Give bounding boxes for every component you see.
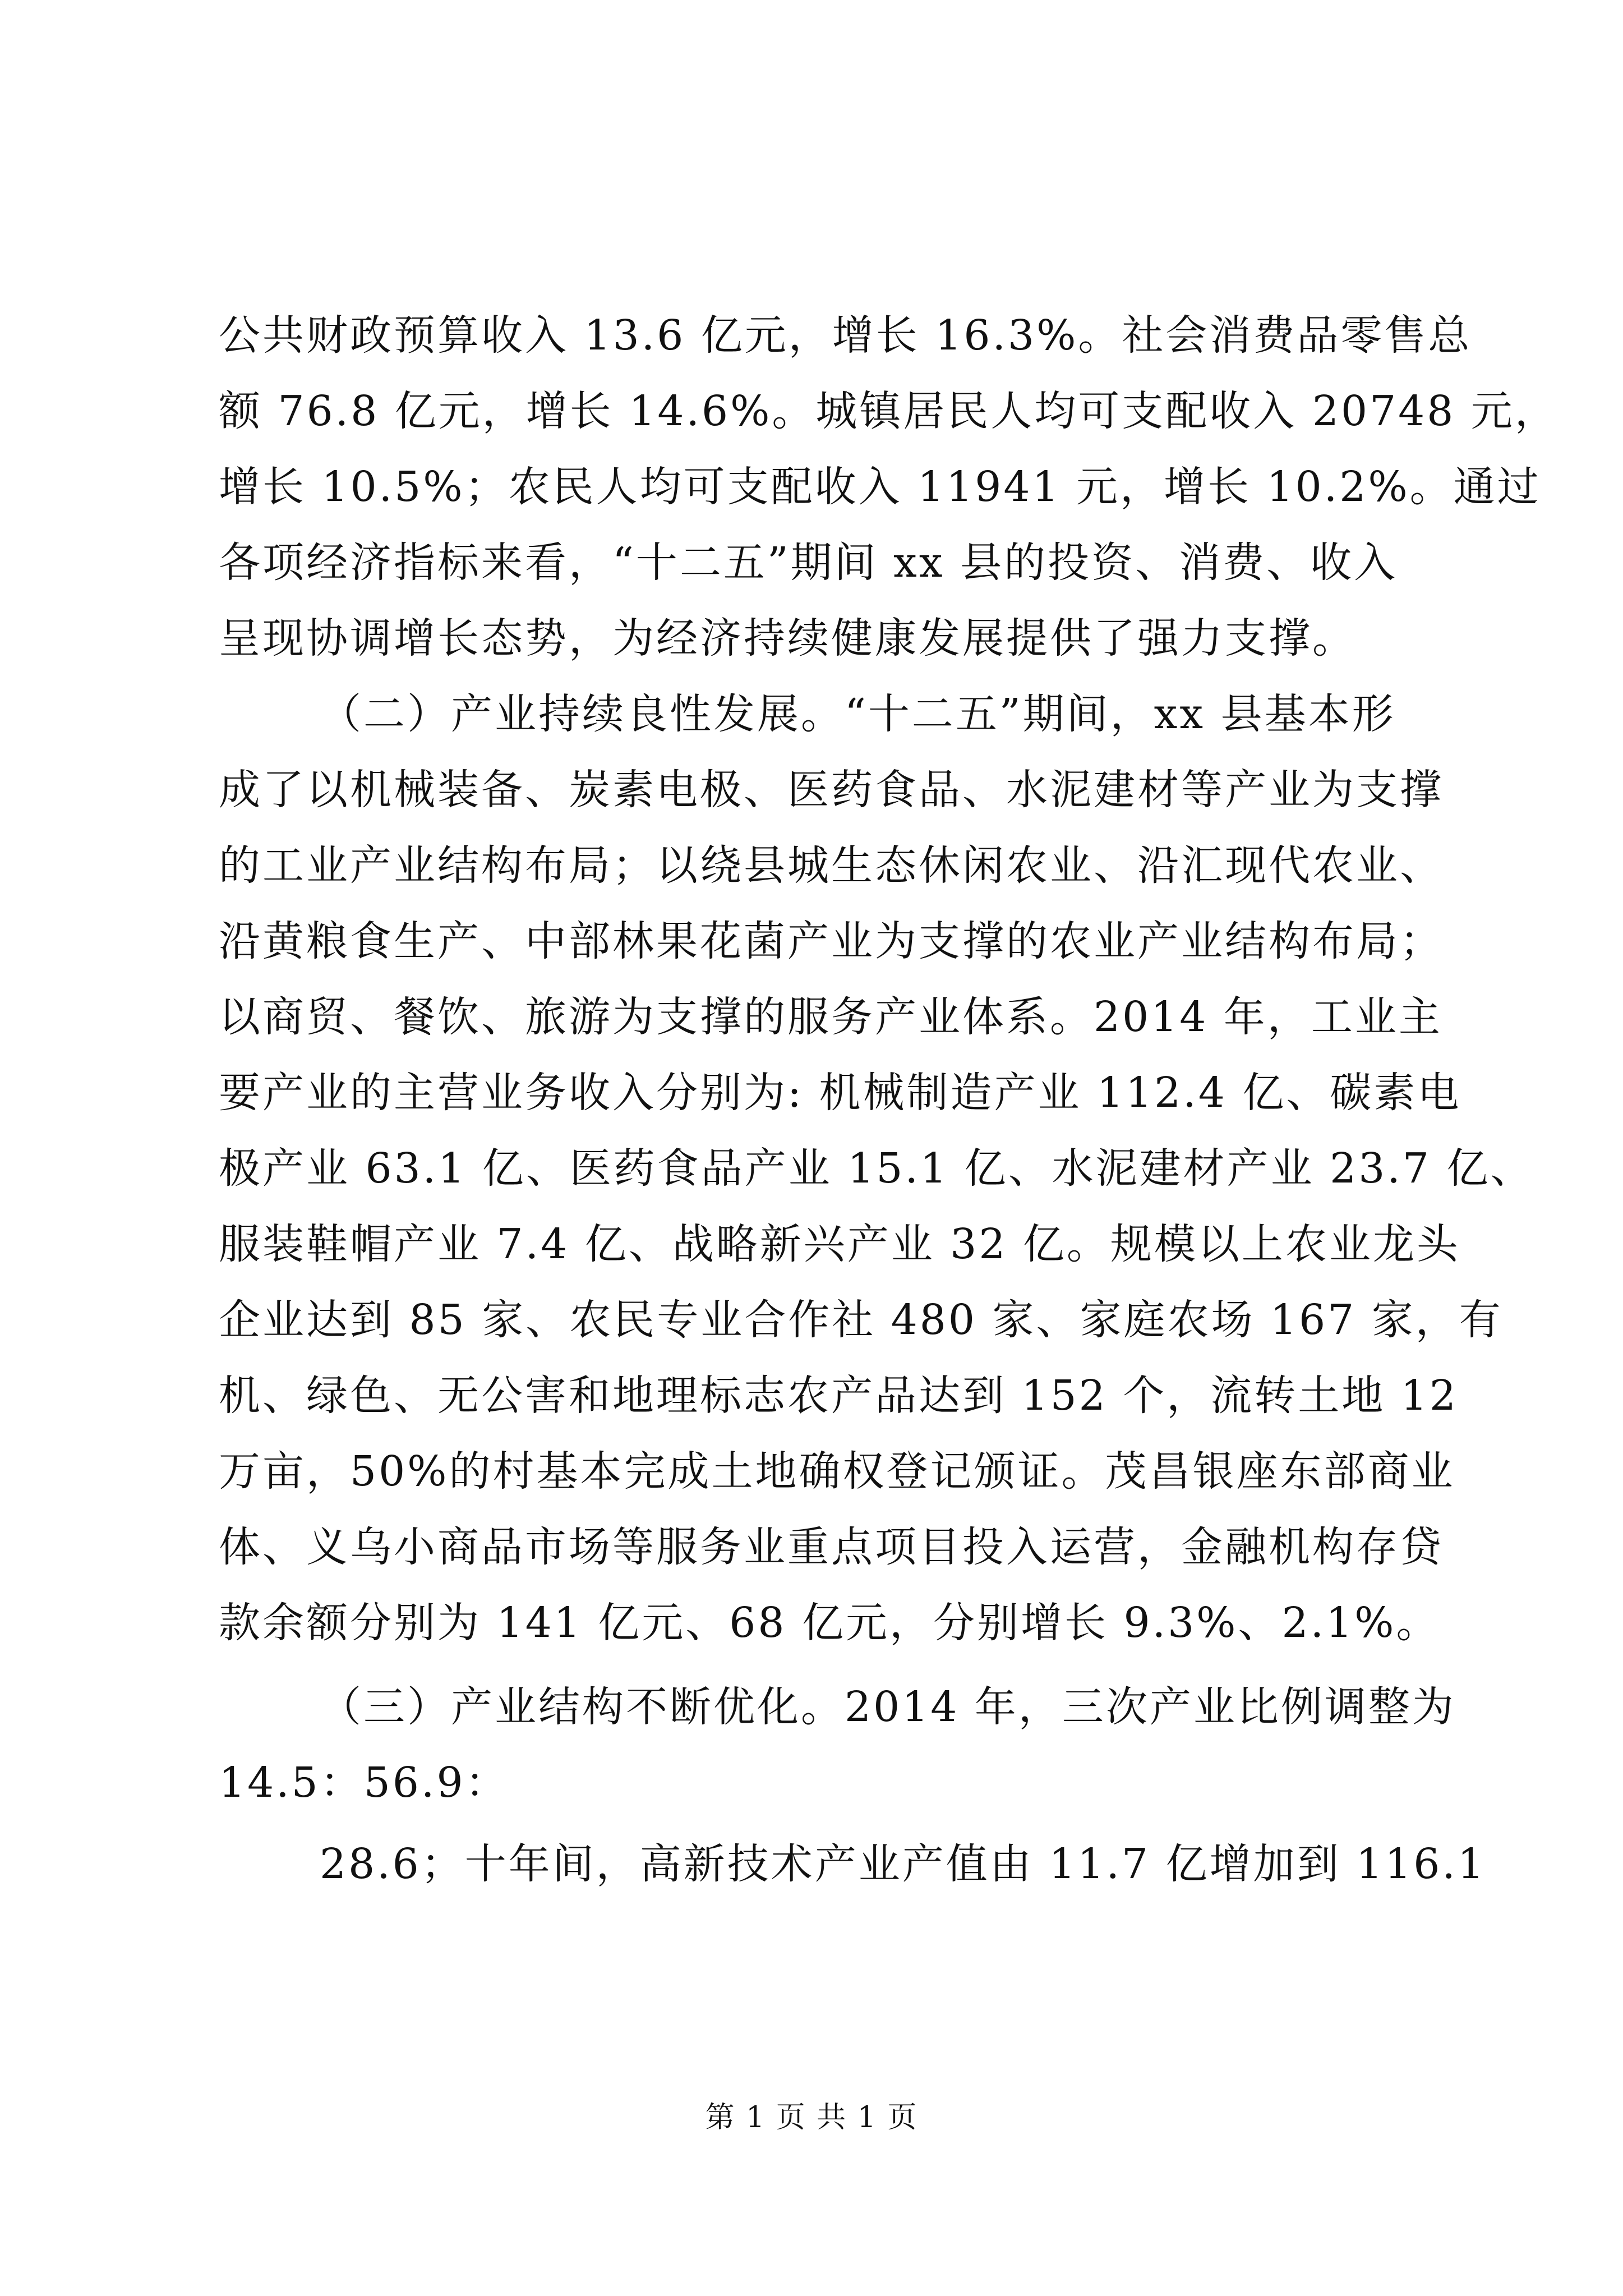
paragraph-line: 28.6；十年间，高新技术产业产值由 11.7 亿增加到 116.1 <box>320 1840 1486 1888</box>
paragraph-line: 机、绿色、无公害和地理标志农产品达到 152 个，流转土地 12 <box>219 1372 1458 1420</box>
paragraph-line: 14.5：56.9： <box>219 1759 509 1807</box>
paragraph-line: 的工业产业结构布局；以绕县城生态休闲农业、沿汇现代农业、 <box>219 841 1444 890</box>
page-number-footer: 第 1 页 共 1 页 <box>705 2101 918 2134</box>
paragraph-line: 呈现协调增长态势，为经济持续健康发展提供了强力支撑。 <box>219 614 1356 662</box>
paragraph-line: 服装鞋帽产业 7.4 亿、战略新兴产业 32 亿。规模以上农业龙头 <box>219 1220 1460 1268</box>
paragraph-line: 万亩，50%的村基本完成土地确权登记颁证。茂昌银座东部商业 <box>219 1447 1455 1496</box>
paragraph-line: 极产业 63.1 亿、医药食品产业 15.1 亿、水泥建材产业 23.7 亿、 <box>219 1144 1534 1193</box>
paragraph-line: 公共财政预算收入 13.6 亿元，增长 16.3%。社会消费品零售总 <box>219 311 1472 360</box>
paragraph-line: （二）产业持续良性发展。“十二五”期间，xx 县基本形 <box>320 690 1396 738</box>
paragraph-line: 各项经济指标来看，“十二五”期间 xx 县的投资、消费、收入 <box>219 539 1398 587</box>
paragraph-line: 成了以机械装备、炭素电极、医药食品、水泥建材等产业为支撑 <box>219 766 1444 814</box>
paragraph-line: 要产业的主营业务收入分别为: 机械制造产业 112.4 亿、碳素电 <box>219 1069 1461 1117</box>
paragraph-line: 企业达到 85 家、农民专业合作社 480 家、家庭农场 167 家，有 <box>219 1296 1503 1344</box>
paragraph-line: 体、义乌小商品市场等服务业重点项目投入运营，金融机构存贷 <box>219 1523 1444 1571</box>
paragraph-line: （三）产业结构不断优化。2014 年，三次产业比例调整为 <box>320 1683 1456 1731</box>
paragraph-line: 沿黄粮食生产、中部林果花菌产业为支撑的农业产业结构布局； <box>219 917 1444 965</box>
paragraph-line: 增长 10.5%；农民人均可支配收入 11941 元，增长 10.2%。通过 <box>219 463 1541 511</box>
paragraph-line: 额 76.8 亿元，增长 14.6%。城镇居民人均可支配收入 20748 元， <box>219 387 1559 435</box>
paragraph-line: 款余额分别为 141 亿元、68 亿元，分别增长 9.3%、2.1%。 <box>219 1599 1440 1647</box>
paragraph-line: 以商贸、餐饮、旅游为支撑的服务产业体系。2014 年，工业主 <box>219 993 1442 1041</box>
